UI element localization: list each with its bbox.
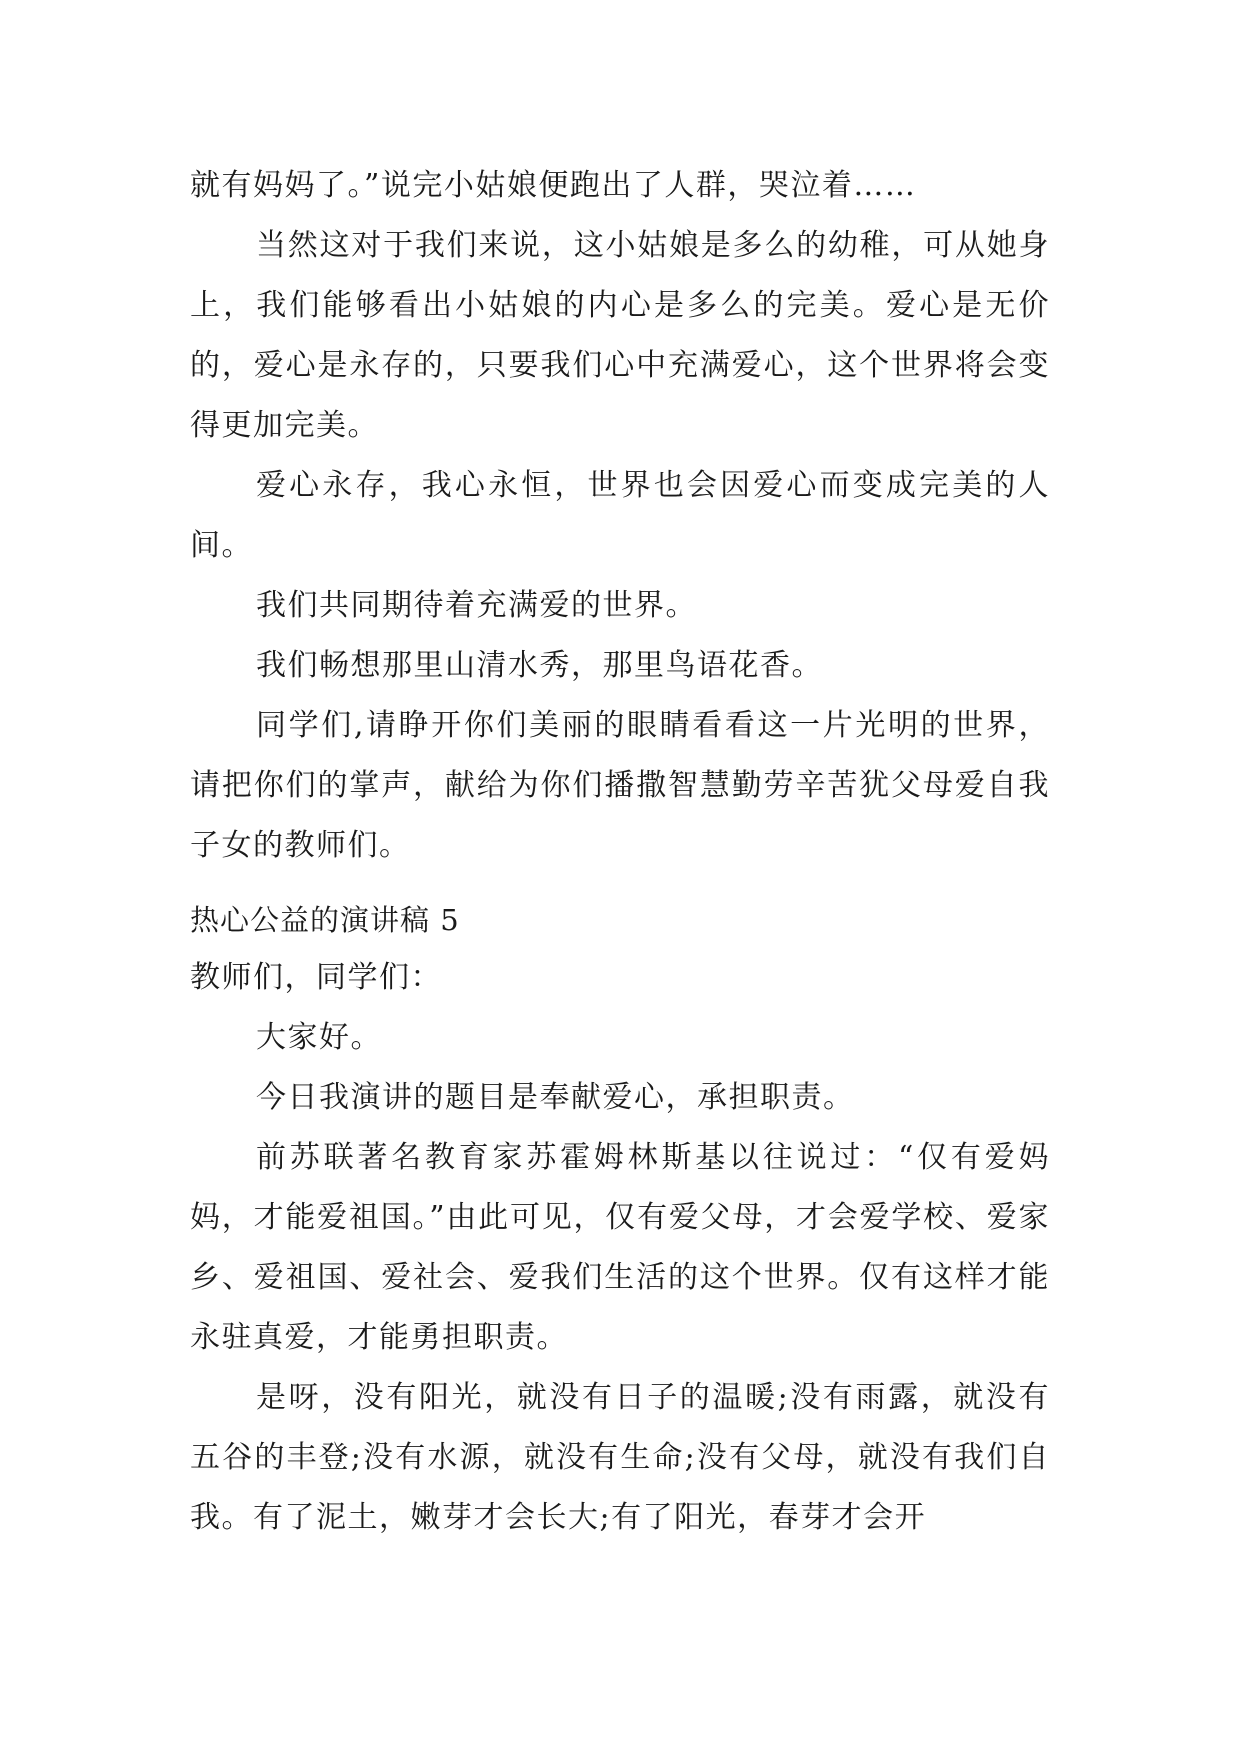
speech-continuation — [190, 156, 1050, 876]
paragraph: 我们畅想那里山清水秀，那里鸟语花香。 — [256, 648, 823, 683]
paragraph: 大家好。 — [256, 1020, 382, 1055]
paragraph: 今日我演讲的题目是奉献爱心，承担职责。 — [256, 1080, 855, 1115]
paragraph: 是呀，没有阳光，就没有日子的温暖;没有雨露，就没有五谷的丰登;没有水源，就没有生命;没有父母，就没有我们自我。有了泥土，嫩芽才会长大;有了阳光，春芽才会开 — [190, 1380, 1050, 1535]
salutation: 教师们，同学们： — [190, 960, 442, 995]
speech-5 — [190, 900, 1050, 1548]
paragraph: 我们共同期待着充满爱的世界。 — [256, 588, 697, 623]
paragraph: 爱心永存，我心永恒，世界也会因爱心而变成完美的人间。 — [190, 468, 1050, 563]
paragraph: 同学们,请睁开你们美丽的眼睛看看这一片光明的世界，请把你们的掌声，献给为你们播撒智慧勤劳辛苦犹父母爱自我子女的教师们。 — [190, 708, 1050, 863]
section-title: 热心公益的演讲稿 5 — [190, 903, 460, 937]
paragraph: 前苏联著名教育家苏霍姆林斯基以往说过：“仅有爱妈妈，才能爱祖国。”由此可见，仅有爱父母，才会爱学校、爱家乡、爱祖国、爱社会、爱我们生活的这个世界。仅有这样才能永驻真爱，才能勇担职责。 — [190, 1140, 1050, 1355]
paragraph: 就有妈妈了。”说完小姑娘便跑出了人群，哭泣着…… — [190, 168, 917, 203]
paragraph: 当然这对于我们来说，这小姑娘是多么的幼稚，可从她身上，我们能够看出小姑娘的内心是多么的完美。爱心是无价的，爱心是永存的，只要我们心中充满爱心，这个世界将会变得更加完美。 — [190, 228, 1050, 443]
